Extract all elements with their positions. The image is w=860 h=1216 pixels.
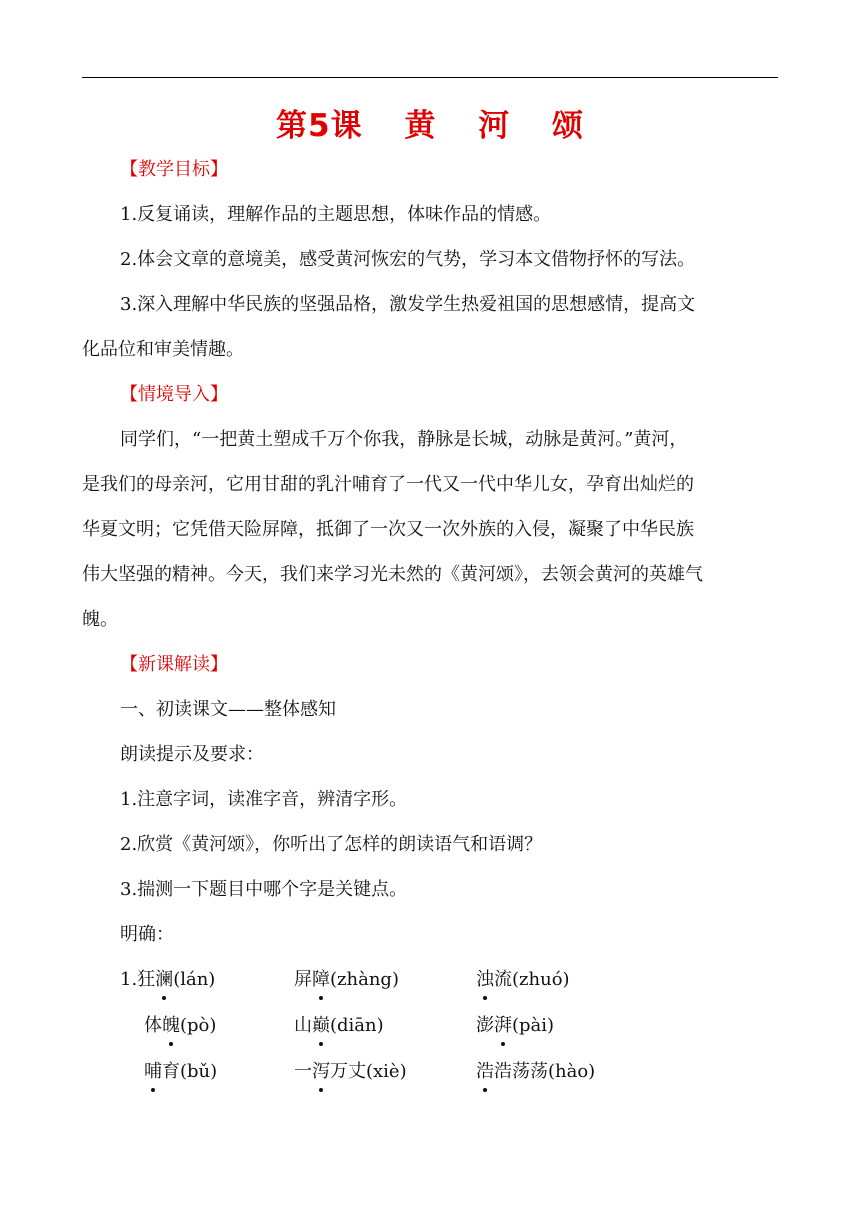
vocab-item — [294, 1058, 407, 1086]
title-char-1: 黄 — [404, 108, 437, 144]
vocab-row — [120, 1058, 740, 1104]
goal-item-continued: 化品位和审美情趣。 — [82, 339, 244, 360]
lesson-number: 第5课 — [276, 108, 363, 144]
vocab-pinyin: 万丈(xiè) — [330, 1061, 407, 1082]
dotted-char: 巅 — [312, 1012, 330, 1040]
vocab-item — [294, 966, 399, 994]
vocab-text: 狂 — [137, 969, 156, 990]
vocab-item — [144, 1012, 216, 1040]
intro-paragraph-line: 是我们的母亲河，它用甘甜的乳汁哺育了一代又一代中华儿女，孕育出灿烂的 — [82, 474, 694, 495]
vocab-item — [294, 1012, 384, 1040]
dotted-char: 浊 — [476, 966, 494, 994]
vocab-pinyin: (pò) — [180, 1015, 217, 1036]
vocab-text: 一 — [294, 1061, 312, 1082]
vocab-pinyin: 育(bǔ) — [162, 1061, 218, 1082]
intro-paragraph-line: 华夏文明；它凭借天险屏障，抵御了一次又一次外族的入侵，凝聚了中华民族 — [82, 519, 694, 540]
vocab-pinyin: (zhàng) — [330, 969, 399, 990]
reading-tip-item: 3.揣测一下题目中哪个字是关键点。 — [120, 879, 408, 900]
reading-tip-item: 2.欣赏《黄河颂》，你听出了怎样的朗读语气和语调？ — [120, 834, 543, 855]
intro-heading: 【情境导入】 — [120, 384, 228, 405]
goals-heading: 【教学目标】 — [120, 159, 228, 180]
part-one-title: 一、初读课文——整体感知 — [120, 699, 336, 720]
dotted-char: 澜 — [155, 966, 173, 994]
vocab-item — [476, 1058, 595, 1086]
dotted-char: 障 — [312, 966, 330, 994]
intro-paragraph-line: 伟大坚强的精神。今天，我们来学习光未然的《黄河颂》，去领会黄河的英雄气 — [82, 564, 703, 585]
vocab-text: 体 — [144, 1015, 162, 1036]
dotted-char: 浩 — [476, 1058, 494, 1086]
vocab-pinyin: 流(zhuó) — [494, 969, 570, 990]
title-char-2: 河 — [478, 108, 511, 144]
vocab-text: 山 — [294, 1015, 312, 1036]
dotted-char: 魄 — [162, 1012, 180, 1040]
goal-item: 2.体会文章的意境美，感受黄河恢宏的气势，学习本文借物抒怀的写法。 — [120, 249, 696, 270]
vocab-item — [144, 1058, 217, 1086]
header-rule — [82, 77, 778, 78]
vocab-pinyin: 浩荡荡(hào) — [494, 1061, 596, 1082]
vocab-text: 屏 — [294, 969, 312, 990]
answer-label: 明确： — [120, 924, 174, 945]
vocab-table — [120, 966, 740, 1104]
vocab-pinyin: (lán) — [173, 969, 216, 990]
goal-item: 1.反复诵读，理解作品的主题思想，体味作品的情感。 — [120, 204, 552, 225]
vocab-row — [120, 966, 740, 1012]
vocab-pinyin: (pài) — [512, 1015, 555, 1036]
vocab-item — [476, 966, 570, 994]
reading-tip-item: 1.注意字词，读准字音，辨清字形。 — [120, 789, 408, 810]
dotted-char: 湃 — [494, 1012, 512, 1040]
vocab-item — [476, 1012, 554, 1040]
dotted-char: 哺 — [144, 1058, 162, 1086]
dotted-char: 泻 — [312, 1058, 330, 1086]
vocab-item — [120, 966, 215, 994]
intro-paragraph-line: 魄。 — [82, 609, 118, 630]
title-char-3: 颂 — [551, 108, 584, 144]
intro-paragraph-line: 同学们，“一把黄土塑成千万个你我，静脉是长城，动脉是黄河。”黄河， — [120, 429, 688, 450]
vocab-number: 1. — [120, 969, 138, 990]
reading-tips-label: 朗读提示及要求： — [120, 744, 264, 765]
page-title — [0, 104, 860, 148]
vocab-text: 澎 — [476, 1015, 494, 1036]
new-lesson-heading: 【新课解读】 — [120, 654, 228, 675]
vocab-pinyin: (diān) — [330, 1015, 384, 1036]
vocab-row — [120, 1012, 740, 1058]
goal-item: 3.深入理解中华民族的坚强品格，激发学生热爱祖国的思想感情，提高文 — [120, 294, 696, 315]
